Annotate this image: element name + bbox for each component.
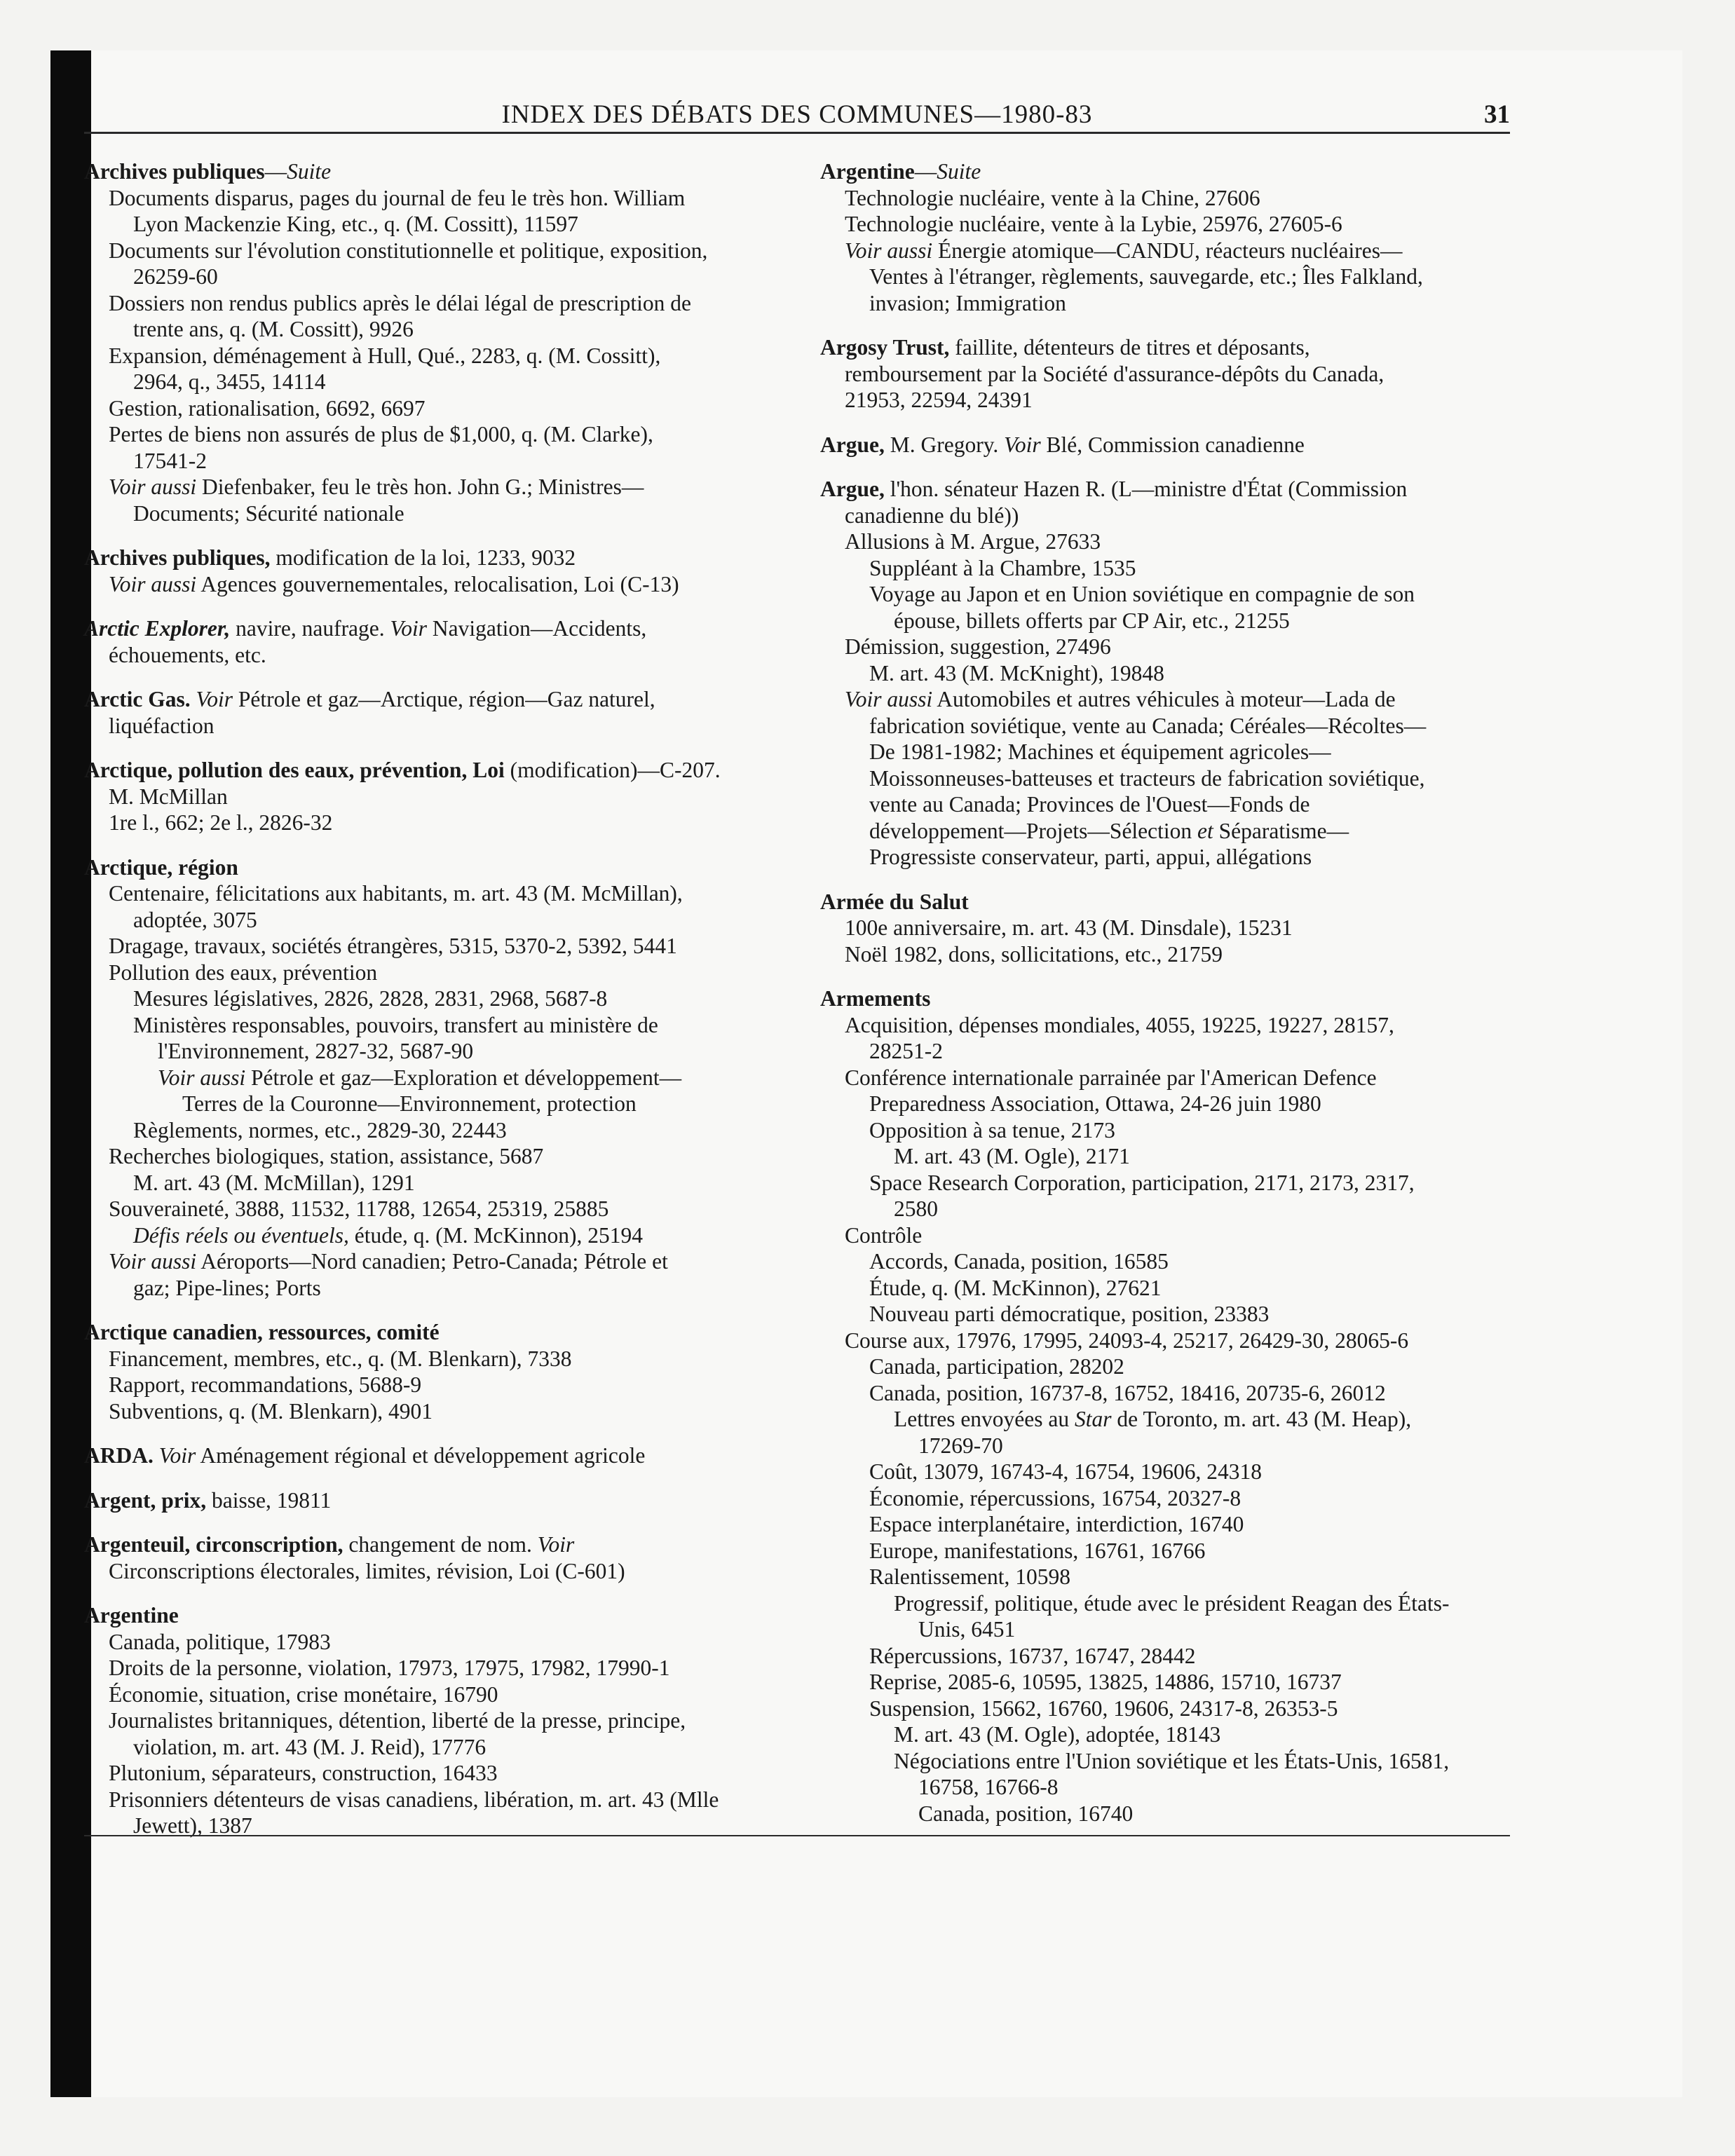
index-entry (84, 686, 785, 739)
index-text: Blé, Commission canadienne (1040, 432, 1305, 457)
index-text: Espace interplanétaire, interdiction, 16740 (869, 1512, 1244, 1536)
index-subentry-line (820, 1117, 1521, 1144)
index-subentry-line (84, 784, 785, 810)
index-column-right (820, 158, 1521, 1845)
index-subentry-line (84, 1346, 785, 1372)
index-subentry-line (820, 1459, 1521, 1485)
index-text: Gestion, rationalisation, 6692, 6697 (109, 395, 426, 421)
index-text: Canada, position, 16737-8, 16752, 18416, 20735-6, 26012 (869, 1380, 1386, 1405)
index-text: Démission, suggestion, 27496 (845, 634, 1111, 659)
index-text: Voir (158, 1443, 196, 1468)
index-text: Voir aussi (845, 238, 933, 263)
index-text: Étude, q. (M. McKinnon), 27621 (869, 1275, 1162, 1300)
index-text: Répercussions, 16737, 16747, 28442 (869, 1643, 1196, 1668)
index-text: De 1981-1982; Machines et équipement agricoles— (869, 739, 1331, 764)
index-subentry-line (84, 642, 785, 669)
index-text: l'hon. sénateur Hazen R. (L—ministre d'État (Commission (884, 477, 1408, 501)
index-text: Canada, politique, 17983 (109, 1629, 331, 1654)
index-text: Arctic Gas. (84, 687, 191, 711)
index-text: Ventes à l'étranger, règlements, sauvegarde, etc.; Îles Falkland, (869, 264, 1423, 289)
index-subentry-line (84, 960, 785, 986)
index-text: Voir aussi (845, 687, 933, 711)
index-text: M. Gregory. (884, 432, 1005, 457)
index-subentry-line (820, 1353, 1521, 1380)
index-text: Arctic Explorer, (84, 616, 231, 641)
index-column-left (84, 158, 785, 1857)
index-subentry-line (820, 1669, 1521, 1696)
index-text: Voir (390, 616, 428, 641)
index-text: Acquisition, dépenses mondiales, 4055, 19225, 19227, 28157, (845, 1012, 1394, 1037)
index-text: liquéfaction (109, 713, 215, 738)
index-heading-line (84, 545, 785, 571)
index-subentry-line (820, 581, 1521, 608)
index-subentry-line (820, 361, 1521, 388)
index-subentry-line (84, 1760, 785, 1787)
index-subentry-line (820, 791, 1521, 818)
index-heading-line (84, 1319, 785, 1346)
index-subentry-line (820, 1012, 1521, 1039)
index-heading-line (84, 1602, 785, 1629)
index-text: Lyon Mackenzie King, etc., q. (M. Cossitt), 11597 (133, 212, 578, 236)
index-subentry-line (84, 1117, 785, 1144)
index-text: et (1197, 818, 1213, 843)
index-subentry-line (820, 1328, 1521, 1354)
index-subentry-line (84, 933, 785, 960)
index-subentry-line (820, 1248, 1521, 1275)
index-text: Canada, position, 16740 (918, 1801, 1134, 1826)
index-text: Unis, 6451 (918, 1617, 1016, 1642)
index-text: Suppléant à la Chambre, 1535 (869, 555, 1136, 580)
index-heading-line (84, 1487, 785, 1514)
index-text: Voir aussi (109, 571, 197, 596)
index-text: Argosy Trust, (820, 335, 950, 360)
index-text: Voir (1004, 432, 1041, 457)
index-heading-line (84, 854, 785, 881)
index-subentry-line (820, 211, 1521, 238)
index-subentry-line (820, 608, 1521, 634)
index-subentry-line (820, 1696, 1521, 1722)
index-subentry-line (820, 686, 1521, 713)
index-text: Prisonniers détenteurs de visas canadiens, libération, m. art. 43 (Mlle (109, 1787, 719, 1812)
index-text: Terres de la Couronne—Environnement, protection (182, 1091, 637, 1116)
index-subentry-line (84, 1787, 785, 1813)
index-subentry-line (820, 818, 1521, 845)
index-text: Space Research Corporation, participation, 2171, 2173, 2317, (869, 1170, 1415, 1195)
index-text: Financement, membres, etc., q. (M. Blenkarn), 7338 (109, 1346, 572, 1371)
index-text: Course aux, 17976, 17995, 24093-4, 25217, 26429-30, 28065-6 (845, 1328, 1409, 1353)
index-text: échouements, etc. (109, 642, 266, 667)
index-subentry-line (820, 1380, 1521, 1407)
index-subentry-line (820, 1433, 1521, 1459)
index-subentry-line (820, 1406, 1521, 1433)
index-text: étude, q. (M. McKinnon), 25194 (348, 1222, 643, 1248)
index-text: Canada, participation, 28202 (869, 1354, 1124, 1379)
index-text: Argue, (820, 432, 885, 457)
index-text: invasion; Immigration (869, 290, 1066, 315)
index-subentry-line (84, 1038, 785, 1065)
index-subentry-line (84, 343, 785, 369)
index-heading-line (820, 158, 1521, 185)
index-text: Suite (937, 159, 981, 184)
index-heading-line (84, 686, 785, 713)
index-subentry-line (820, 387, 1521, 414)
index-subentry-line (84, 500, 785, 527)
index-text: Navigation—Accidents, (427, 616, 647, 641)
index-subentry-line (84, 1012, 785, 1039)
index-text: adoptée, 3075 (133, 907, 257, 932)
index-text: l'Environnement, 2827-32, 5687-90 (158, 1039, 474, 1063)
index-text: 17269-70 (918, 1433, 1003, 1458)
index-subentry-line (820, 941, 1521, 968)
page-number: 31 (1484, 100, 1510, 129)
index-text: Voir (537, 1532, 575, 1557)
index-subentry-line (84, 1065, 785, 1091)
index-subentry-line (84, 1091, 785, 1117)
index-subentry-line (820, 503, 1521, 529)
index-text: Contrôle (845, 1222, 923, 1248)
index-text: Voir aussi (158, 1065, 246, 1090)
index-text: Économie, situation, crise monétaire, 16790 (109, 1681, 498, 1707)
index-subentry-line (820, 1275, 1521, 1302)
index-subentry-line (820, 1564, 1521, 1590)
index-text: Armée du Salut (820, 889, 969, 914)
index-subentry-line (84, 907, 785, 934)
index-subentry-line (84, 1629, 785, 1656)
index-text: Ralentissement, 10598 (869, 1564, 1070, 1589)
index-subentry-line (84, 1170, 785, 1196)
index-subentry-line (84, 1222, 785, 1249)
index-text: Mesures législatives, 2826, 2828, 2831, 2968, 5687-8 (133, 986, 608, 1011)
page-header (84, 97, 1510, 134)
index-text: Négociations entre l'Union soviétique et les États-Unis, 16581, (894, 1748, 1450, 1773)
index-entry (84, 1531, 785, 1584)
index-text: Agences gouvernementales, relocalisation, Loi (C-13) (196, 571, 679, 596)
index-text: Accords, Canada, position, 16585 (869, 1249, 1169, 1274)
index-text: Technologie nucléaire, vente à la Chine, 27606 (845, 185, 1260, 210)
index-subentry-line (84, 290, 785, 317)
index-heading-line (84, 1442, 785, 1469)
index-text: Argentine (84, 1603, 179, 1628)
index-text: M. art. 43 (M. Ogle), adoptée, 18143 (894, 1722, 1221, 1747)
index-text: Dragage, travaux, sociétés étrangères, 5315, 5370-2, 5392, 5441 (109, 934, 677, 958)
index-text: — (914, 159, 937, 184)
index-subentry-line (820, 238, 1521, 264)
index-text: Argentine (820, 159, 915, 184)
index-subentry-line (820, 1721, 1521, 1748)
index-text: Preparedness Association, Ottawa, 24-26 juin 1980 (869, 1091, 1321, 1116)
index-subentry-line (820, 185, 1521, 212)
index-text: Opposition à sa tenue, 2173 (869, 1117, 1115, 1142)
index-entry (84, 545, 785, 597)
index-subentry-line (84, 810, 785, 836)
index-heading-line (84, 757, 785, 784)
index-text: 1re l., 662; 2e l., 2826-32 (109, 810, 333, 835)
index-text: Souveraineté, 3888, 11532, 11788, 12654, 25319, 25885 (109, 1196, 609, 1221)
index-text: Circonscriptions électorales, limites, révision, Loi (C-601) (109, 1558, 625, 1583)
index-subentry-line (820, 1143, 1521, 1170)
index-subentry-line (820, 290, 1521, 317)
index-text: changement de nom. (343, 1532, 538, 1557)
index-text: Voir aussi (109, 1249, 197, 1274)
index-entry (820, 334, 1521, 414)
index-text: Subventions, q. (M. Blenkarn), 4901 (109, 1398, 433, 1424)
index-text: (modification)—C-207. (504, 758, 721, 782)
index-text: Défis réels ou éventuels, (133, 1222, 349, 1248)
index-text: Pollution des eaux, prévention (109, 960, 378, 985)
index-subentry-line (84, 421, 785, 448)
index-text: 28251-2 (869, 1039, 943, 1063)
index-text (154, 1443, 159, 1468)
index-text: Noël 1982, dons, sollicitations, etc., 21759 (845, 941, 1223, 967)
index-subentry-line (84, 1275, 785, 1302)
index-subentry-line (820, 1748, 1521, 1775)
index-subentry-line (820, 1511, 1521, 1538)
index-subentry-line (820, 1196, 1521, 1222)
index-text: canadienne du blé)) (845, 503, 1019, 528)
index-text: Plutonium, séparateurs, construction, 16433 (109, 1761, 498, 1785)
index-text: Archives publiques (84, 159, 265, 184)
index-subentry-line (820, 1065, 1521, 1091)
index-text: Lettres envoyées au (894, 1407, 1075, 1431)
index-text: ARDA. (84, 1443, 154, 1468)
index-text: Coût, 13079, 16743-4, 16754, 19606, 24318 (869, 1459, 1263, 1484)
index-text: Documents disparus, pages du journal de feu le très hon. William (109, 185, 686, 210)
index-text: baisse, 19811 (206, 1487, 332, 1513)
index-subentry-line (820, 713, 1521, 739)
index-entry (84, 1442, 785, 1469)
index-text: Arctique, région (84, 854, 238, 880)
index-text: Centenaire, félicitations aux habitants, m. art. 43 (M. McMillan), (109, 881, 683, 906)
index-entry (820, 889, 1521, 968)
index-subentry-line (820, 1774, 1521, 1801)
index-text: Europe, manifestations, 16761, 16766 (869, 1538, 1206, 1563)
index-text: Arctique, pollution des eaux, prévention, Loi (84, 758, 505, 782)
index-subentry-line (84, 369, 785, 395)
index-text: 21953, 22594, 24391 (845, 388, 1033, 412)
index-text: développement—Projets—Sélection (869, 818, 1198, 843)
index-text: 26259-60 (133, 264, 218, 289)
index-subentry-line (84, 1558, 785, 1585)
index-text: Argenteuil, circonscription, (84, 1532, 343, 1557)
index-subentry-line (84, 474, 785, 500)
index-subentry-line (820, 844, 1521, 871)
index-text: Ministères responsables, pouvoirs, transfert au ministère de (133, 1012, 658, 1037)
footer-rule (84, 1835, 1510, 1836)
index-text: Reprise, 2085-6, 10595, 13825, 14886, 15710, 16737 (869, 1670, 1342, 1694)
index-entry (84, 1602, 785, 1839)
index-text: Progressif, politique, étude avec le président Reagan des États- (894, 1590, 1450, 1616)
index-text: Voir aussi (109, 475, 197, 499)
index-subentry-line (820, 1170, 1521, 1196)
index-subentry-line (820, 660, 1521, 687)
index-subentry-line (84, 880, 785, 907)
index-text: 16758, 16766-8 (918, 1775, 1059, 1799)
index-entry (84, 757, 785, 836)
index-text: Règlements, normes, etc., 2829-30, 22443 (133, 1117, 507, 1142)
index-text: Star (1075, 1407, 1112, 1431)
index-text (191, 687, 196, 711)
index-heading-line (820, 985, 1521, 1012)
index-subentry-line (84, 1398, 785, 1425)
index-heading-line (820, 334, 1521, 361)
index-text: Argue, (820, 477, 885, 501)
index-text: Séparatisme— (1213, 818, 1349, 843)
index-subentry-line (84, 571, 785, 598)
index-subentry-line (84, 1734, 785, 1761)
index-text: Dossiers non rendus publics après le délai légal de prescription de (109, 290, 692, 315)
index-text: Suspension, 15662, 16760, 19606, 24317-8, 26353-5 (869, 1696, 1338, 1721)
index-text: M. McMillan (109, 784, 228, 809)
index-entry (84, 1319, 785, 1424)
index-subentry-line (820, 765, 1521, 792)
index-text: navire, naufrage. (230, 616, 390, 641)
index-text: Économie, répercussions, 16754, 20327-8 (869, 1485, 1241, 1510)
index-entry (84, 158, 785, 526)
index-entry (820, 158, 1521, 316)
index-subentry-line (84, 1372, 785, 1398)
index-text: Journalistes britanniques, détention, liberté de la presse, principe, (109, 1708, 686, 1733)
index-text: Aéroports—Nord canadien; Petro-Canada; Pétrole et (196, 1249, 668, 1274)
index-text: 17541-2 (133, 448, 207, 473)
index-subentry-line (84, 448, 785, 475)
index-text: Progressiste conservateur, parti, appui, allégations (869, 845, 1312, 869)
index-text: de Toronto, m. art. 43 (M. Heap), (1111, 1407, 1412, 1431)
index-text: 2580 (894, 1196, 938, 1221)
index-text: Jewett), 1387 (133, 1813, 252, 1838)
index-heading-line (820, 476, 1521, 503)
index-subentry-line (84, 1707, 785, 1734)
index-text: 2964, q., 3455, 14114 (133, 369, 326, 394)
index-subentry-line (820, 1091, 1521, 1117)
index-subentry-line (84, 1196, 785, 1222)
index-entry (84, 854, 785, 1302)
index-text: gaz; Pipe-lines; Ports (133, 1275, 321, 1300)
index-subentry-line (820, 1485, 1521, 1512)
index-heading-line (84, 158, 785, 185)
index-subentry-line (84, 185, 785, 212)
index-text: Allusions à M. Argue, 27633 (845, 529, 1101, 554)
index-subentry-line (820, 264, 1521, 290)
index-subentry-line (84, 395, 785, 422)
index-entry (820, 985, 1521, 1827)
index-text: Recherches biologiques, station, assistance, 5687 (109, 1144, 544, 1168)
index-subentry-line (820, 555, 1521, 582)
index-subentry-line (820, 1643, 1521, 1670)
index-entry (84, 615, 785, 668)
index-text: Voir (196, 687, 233, 711)
index-text: Suite (287, 159, 332, 184)
index-text: violation, m. art. 43 (M. J. Reid), 17776 (133, 1734, 487, 1759)
index-text: Droits de la personne, violation, 17973, 17975, 17982, 17990-1 (109, 1656, 670, 1680)
index-text: Arctique canadien, ressources, comité (84, 1320, 440, 1344)
index-entry (84, 1487, 785, 1514)
index-text: Pétrole et gaz—Exploration et développement— (245, 1065, 682, 1090)
index-text: remboursement par la Société d'assurance-dépôts du Canada, (845, 361, 1384, 386)
index-text: Pertes de biens non assurés de plus de $1,000, q. (M. Clarke), (109, 422, 653, 446)
index-subentry-line (84, 238, 785, 264)
index-text: Énergie atomique—CANDU, réacteurs nucléaires— (932, 238, 1403, 263)
index-subentry-line (84, 316, 785, 343)
index-text: Conférence internationale parrainée par l'American Defence (845, 1065, 1377, 1090)
index-subentry-line (84, 713, 785, 739)
index-text: vente au Canada; Provinces de l'Ouest—Fonds de (869, 792, 1310, 817)
index-text: Armements (820, 986, 931, 1011)
index-subentry-line (820, 1222, 1521, 1249)
index-text: — (264, 159, 287, 184)
index-text: Documents; Sécurité nationale (133, 500, 404, 526)
index-text: modification de la loi, 1233, 9032 (270, 545, 576, 570)
index-text: épouse, billets offerts par CP Air, etc., 21255 (894, 608, 1290, 633)
index-text: faillite, détenteurs de titres et déposants, (949, 335, 1310, 360)
index-subentry-line (820, 1038, 1521, 1065)
index-text: Documents sur l'évolution constitutionnelle et politique, exposition, (109, 238, 708, 263)
index-subentry-line (84, 264, 785, 290)
index-subentry-line (820, 739, 1521, 765)
index-heading-line (84, 615, 785, 642)
index-text: Pétrole et gaz—Arctique, région—Gaz naturel, (233, 687, 655, 711)
index-subentry-line (820, 1801, 1521, 1827)
index-text: M. art. 43 (M. McMillan), 1291 (133, 1170, 415, 1195)
index-text: Expansion, déménagement à Hull, Qué., 2283, q. (M. Cossitt), (109, 343, 661, 368)
index-text: M. art. 43 (M. Ogle), 2171 (894, 1144, 1130, 1168)
index-subentry-line (820, 528, 1521, 555)
index-heading-line (84, 1531, 785, 1558)
index-text: Rapport, recommandations, 5688-9 (109, 1372, 422, 1397)
index-subentry-line (820, 1590, 1521, 1617)
index-text: Moissonneuses-batteuses et tracteurs de fabrication soviétique, (869, 765, 1425, 791)
index-text: Nouveau parti démocratique, position, 23383 (869, 1302, 1270, 1326)
index-entry (820, 476, 1521, 871)
index-subentry-line (820, 1538, 1521, 1564)
index-entry (820, 432, 1521, 458)
index-text: Aménagement régional et développement agricole (196, 1443, 646, 1468)
index-subentry-line (820, 1301, 1521, 1328)
index-subentry-line (84, 1655, 785, 1681)
index-text: M. art. 43 (M. McKnight), 19848 (869, 660, 1164, 685)
index-text: Argent, prix, (84, 1487, 207, 1513)
index-text: Voyage au Japon et en Union soviétique en compagnie de son (869, 582, 1415, 606)
page-title: INDEX DES DÉBATS DES COMMUNES—1980-83 (501, 100, 1093, 129)
index-text: Archives publiques, (84, 545, 271, 570)
index-text: Diefenbaker, feu le très hon. John G.; Ministres— (196, 475, 644, 499)
index-subentry-line (84, 1248, 785, 1275)
index-subentry-line (84, 211, 785, 238)
index-subentry-line (820, 1616, 1521, 1643)
index-text: Technologie nucléaire, vente à la Lybie, 25976, 27605-6 (845, 212, 1342, 236)
index-heading-line (820, 432, 1521, 458)
index-subentry-line (84, 1681, 785, 1708)
index-subentry-line (820, 915, 1521, 941)
index-subentry-line (84, 985, 785, 1012)
index-text: trente ans, q. (M. Cossitt), 9926 (133, 317, 414, 341)
index-text: Automobiles et autres véhicules à moteur—Lada de (932, 687, 1396, 711)
index-text: fabrication soviétique, vente au Canada; Céréales—Récoltes— (869, 713, 1427, 738)
index-subentry-line (820, 634, 1521, 660)
index-subentry-line (84, 1143, 785, 1170)
index-heading-line (820, 889, 1521, 915)
index-text: 100e anniversaire, m. art. 43 (M. Dinsdale), 15231 (845, 915, 1293, 940)
